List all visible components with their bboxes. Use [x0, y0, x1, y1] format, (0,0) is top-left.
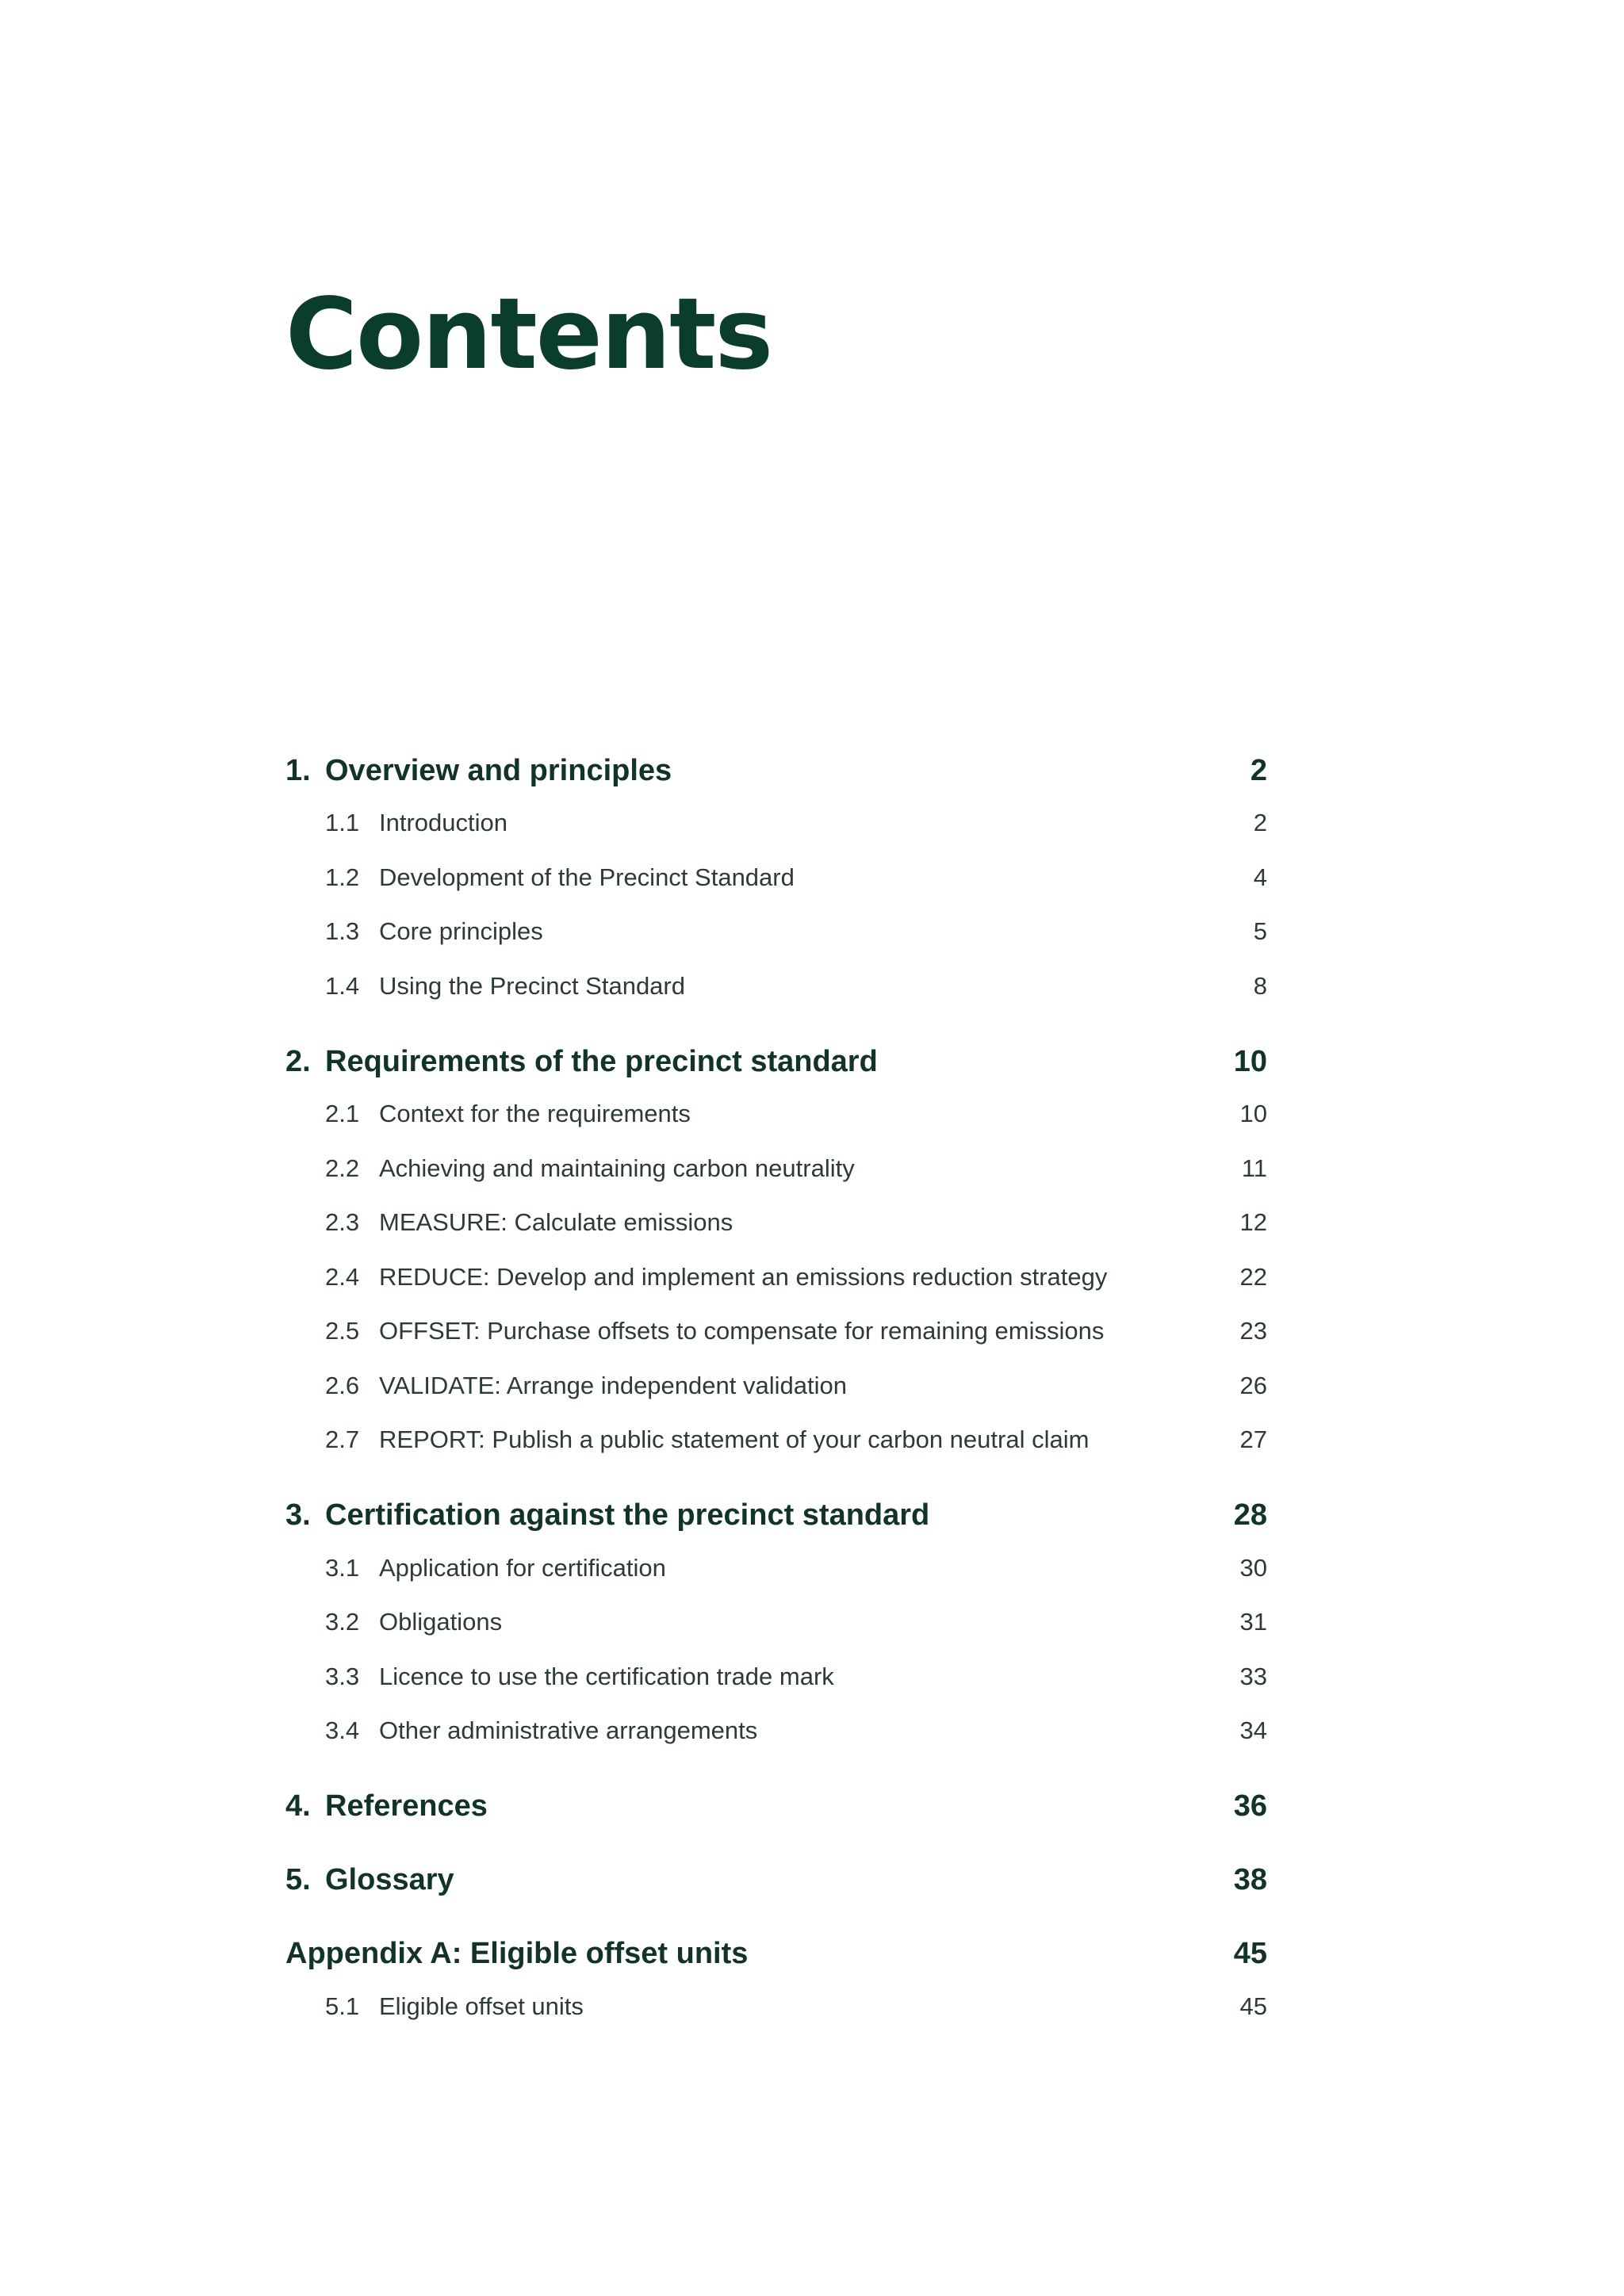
- section-number: 3.: [285, 1498, 311, 1532]
- toc-section: [285, 1490, 1267, 1758]
- entry-number: 2.6: [325, 1371, 360, 1399]
- section-number: 4.: [285, 1789, 311, 1823]
- toc-entry[interactable]: [285, 1595, 1267, 1650]
- entry-title: Core principles: [379, 917, 543, 946]
- toc-entry[interactable]: [285, 1541, 1267, 1596]
- section-number: 5.: [285, 1863, 311, 1896]
- section-title: Overview and principles: [325, 753, 672, 787]
- entry-title: OFFSET: Purchase offsets to compensate for remaining emissions: [379, 1317, 1105, 1345]
- entry-page-number: 30: [1239, 1553, 1267, 1582]
- section-title: Appendix A: Eligible offset units: [285, 1937, 749, 1970]
- toc-entry[interactable]: [285, 1196, 1267, 1250]
- toc-section-heading[interactable]: [285, 745, 1267, 796]
- entry-number: 1.1: [325, 809, 360, 837]
- entry-title: Eligible offset units: [379, 1992, 584, 2020]
- entry-number: 1.2: [325, 863, 360, 891]
- entry-title: REDUCE: Develop and implement an emissions reduction strategy: [379, 1262, 1108, 1291]
- entry-page-number: 12: [1239, 1208, 1267, 1237]
- entry-title: Introduction: [379, 809, 508, 837]
- entry-title: REPORT: Publish a public statement of your carbon neutral claim: [379, 1425, 1090, 1454]
- entry-number: 2.2: [325, 1154, 360, 1182]
- toc-section-heading[interactable]: [285, 1781, 1267, 1832]
- section-page-number: 28: [1233, 1498, 1267, 1532]
- toc-section: [285, 1781, 1267, 1832]
- entry-title: Other administrative arrangements: [379, 1716, 758, 1745]
- entry-number: 1.4: [325, 971, 360, 1000]
- entry-title: Using the Precinct Standard: [379, 971, 685, 1000]
- toc-entry[interactable]: [285, 1704, 1267, 1758]
- toc-section-heading[interactable]: [285, 1855, 1267, 1906]
- entry-page-number: 23: [1239, 1317, 1267, 1345]
- entry-title: Context for the requirements: [379, 1100, 691, 1128]
- entry-title: MEASURE: Calculate emissions: [379, 1208, 733, 1237]
- section-title: References: [325, 1789, 488, 1823]
- entry-number: 3.1: [325, 1553, 360, 1582]
- toc-section: [285, 1036, 1267, 1468]
- entry-page-number: 33: [1239, 1662, 1267, 1690]
- section-title: Requirements of the precinct standard: [325, 1044, 878, 1078]
- entry-page-number: 26: [1239, 1371, 1267, 1399]
- toc-section-heading[interactable]: [285, 1929, 1267, 1980]
- toc-entry[interactable]: [285, 1304, 1267, 1359]
- toc-section-heading[interactable]: [285, 1036, 1267, 1087]
- entry-page-number: 31: [1239, 1608, 1267, 1636]
- entry-title: Licence to use the certification trade mark: [379, 1662, 834, 1690]
- entry-page-number: 34: [1239, 1716, 1267, 1745]
- toc-entry[interactable]: [285, 796, 1267, 851]
- table-of-contents: [285, 745, 1267, 2057]
- entry-page-number: 45: [1239, 1992, 1267, 2020]
- toc-entry[interactable]: [285, 1980, 1267, 2034]
- entry-title: Obligations: [379, 1608, 503, 1636]
- toc-section: [285, 1929, 1267, 2034]
- section-page-number: 45: [1233, 1937, 1267, 1970]
- toc-entry[interactable]: [285, 851, 1267, 905]
- entry-title: Application for certification: [379, 1553, 666, 1582]
- toc-section-heading[interactable]: [285, 1490, 1267, 1541]
- entry-title: VALIDATE: Arrange independent validation: [379, 1371, 847, 1399]
- entry-title: Achieving and maintaining carbon neutrality: [379, 1154, 855, 1182]
- entry-page-number: 22: [1239, 1262, 1267, 1291]
- entry-page-number: 2: [1253, 809, 1267, 837]
- entry-number: 3.4: [325, 1716, 360, 1745]
- section-page-number: 10: [1233, 1044, 1267, 1078]
- entry-page-number: 27: [1239, 1425, 1267, 1454]
- toc-section: [285, 1855, 1267, 1906]
- entry-page-number: 4: [1253, 863, 1267, 891]
- entry-page-number: 10: [1239, 1100, 1267, 1128]
- toc-entry[interactable]: [285, 1142, 1267, 1196]
- entry-number: 2.4: [325, 1262, 360, 1291]
- entry-title: Development of the Precinct Standard: [379, 863, 795, 891]
- toc-entry[interactable]: [285, 1359, 1267, 1414]
- section-number: 1.: [285, 753, 311, 787]
- toc-section: [285, 745, 1267, 1013]
- page-title: Contents: [285, 277, 772, 392]
- toc-entry[interactable]: [285, 1087, 1267, 1142]
- entry-page-number: 5: [1253, 917, 1267, 946]
- entry-number: 2.1: [325, 1100, 360, 1128]
- section-title: Glossary: [325, 1863, 454, 1896]
- toc-entry[interactable]: [285, 905, 1267, 959]
- entry-number: 3.3: [325, 1662, 360, 1690]
- section-page-number: 36: [1233, 1789, 1267, 1823]
- section-page-number: 2: [1250, 753, 1267, 787]
- section-number: 2.: [285, 1044, 311, 1078]
- section-page-number: 38: [1233, 1863, 1267, 1896]
- toc-entry[interactable]: [285, 1650, 1267, 1705]
- entry-number: 2.3: [325, 1208, 360, 1237]
- entry-page-number: 11: [1241, 1154, 1267, 1182]
- section-title: Certification against the precinct standard: [325, 1498, 930, 1532]
- toc-entry[interactable]: [285, 1413, 1267, 1468]
- entry-number: 2.7: [325, 1425, 360, 1454]
- toc-entry[interactable]: [285, 1250, 1267, 1305]
- entry-number: 2.5: [325, 1317, 360, 1345]
- entry-number: 3.2: [325, 1608, 360, 1636]
- entry-page-number: 8: [1253, 971, 1267, 1000]
- entry-number: 1.3: [325, 917, 360, 946]
- toc-entry[interactable]: [285, 959, 1267, 1014]
- entry-number: 5.1: [325, 1992, 360, 2020]
